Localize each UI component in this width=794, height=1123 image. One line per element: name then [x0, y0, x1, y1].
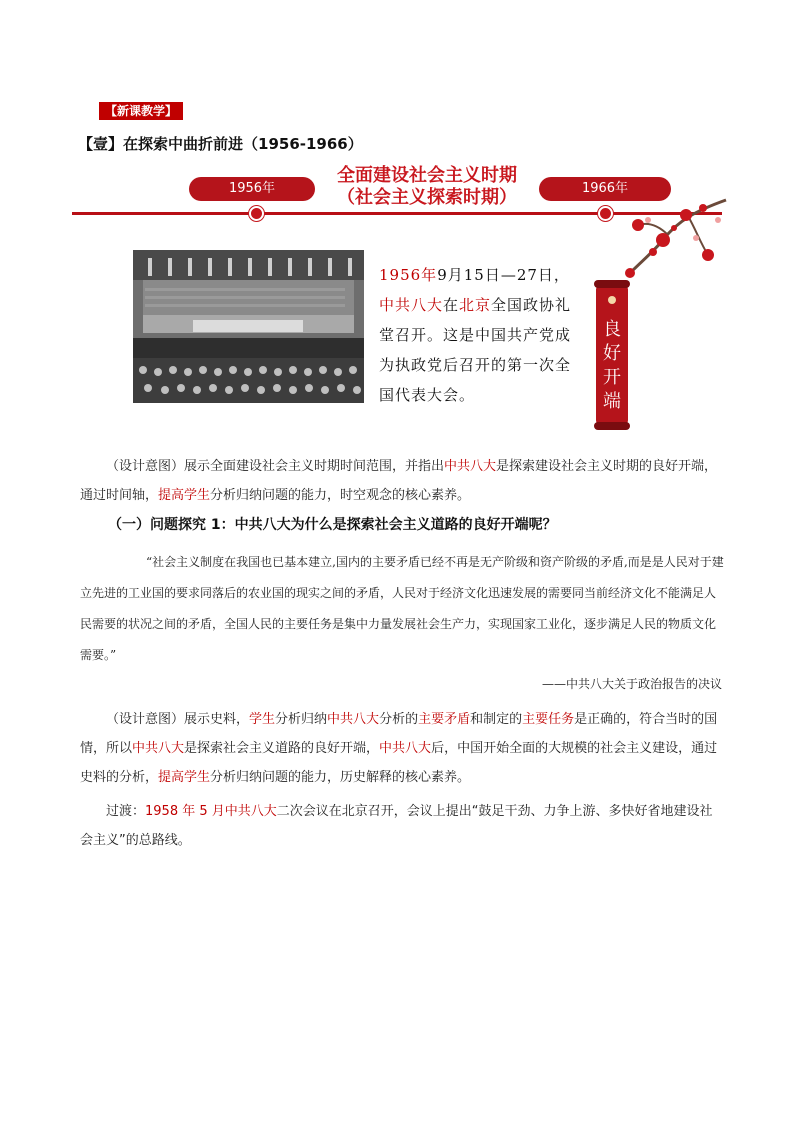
intent2-p7: 后，中国开始全面的大规模的社会主义建设，通过史料的分析，: [80, 741, 718, 785]
event-place: 北京: [459, 296, 492, 314]
intent2-p8: 分析归纳问题的能力，历史解释的核心素养。: [210, 770, 471, 785]
intent1-hl1: 中共八大: [444, 459, 497, 474]
section-title: [78, 133, 363, 154]
transition-org: 中共八大: [224, 804, 277, 819]
transition-label: 过渡：: [106, 804, 146, 819]
intent2-h5: 中共八大: [132, 741, 185, 756]
intent2-h1: 学生: [249, 712, 276, 727]
intent2-h7: 提高学生: [158, 770, 211, 785]
scroll-label: 良好开端: [603, 319, 621, 412]
timeline-start-dot: [249, 206, 264, 221]
intent2-p4: 和制定的: [470, 712, 523, 727]
intent1-hl2: 提高学生: [158, 488, 211, 503]
period-title: [322, 165, 532, 209]
transition-text: 二次会议在北京召开，会议上提出“鼓足干劲、力争上游、多快好省地建设社会主义”的总路线。: [80, 804, 713, 848]
intent2-h6: 中共八大: [379, 741, 432, 756]
section-prefix: 【壹】: [78, 135, 124, 153]
section-title-text: 在探索中曲折前进（1956-1966）: [123, 135, 363, 153]
intent2-h3: 主要矛盾: [418, 712, 471, 727]
event-org: 中共八大: [379, 296, 444, 314]
design-intent-2: [80, 705, 725, 792]
transition-paragraph: [80, 797, 725, 855]
intent2-p1: （设计意图）展示史料，: [106, 712, 250, 727]
quote-text: “社会主义制度在我国也已基本建立,国内的主要矛盾已经不再是无产阶级和资产阶级的矛盾,而是是人民对于建立先进的工业国的要求同落后的农业国的现实之间的矛盾，人民对于经济文化迅速发展的需要同当前经济文化不能满足人民需要的状况之间的矛盾，全国人民的主要任务是集中力量发展社会生产力，实现国家工业化，逐步满足人民的物质文化需要。”: [80, 555, 724, 662]
design-intent-1: [80, 452, 720, 510]
period-title-line2: （社会主义探索时期）: [337, 187, 517, 208]
intent2-h4: 主要任务: [522, 712, 575, 727]
timeline-start-pill: 1956年: [189, 177, 315, 201]
event-rest: 全国政协礼堂召开。这是中国共产党成为执政党后召开的第一次全国代表大会。: [379, 296, 572, 404]
transition-date: 1958 年 5 月: [145, 804, 225, 819]
intent2-p6: 是探索社会主义道路的良好开端，: [184, 741, 380, 756]
congress-photo: [133, 250, 364, 403]
event-date: 9月15日—27日，: [437, 266, 570, 284]
intent2-h2: 中共八大: [327, 712, 380, 727]
intent1-mid2: 分析归纳问题的能力，时空观念的核心素养。: [210, 488, 471, 503]
event-loc-prefix: 在: [443, 296, 460, 314]
section-tag: 【新课教学】: [99, 102, 183, 120]
event-description: [379, 260, 579, 410]
intent2-p2: 分析归纳: [275, 712, 328, 727]
quote-source: ——中共八大关于政治报告的决议: [541, 677, 722, 691]
historical-quote: [80, 547, 725, 671]
period-title-line1: 全面建设社会主义时期: [337, 165, 517, 186]
event-year: 1956年: [379, 266, 438, 284]
intent2-p3: 分析的: [379, 712, 419, 727]
timeline-end-pill: 1966年: [539, 177, 671, 201]
plum-blossom-decoration: [608, 180, 728, 290]
question-heading: （一）问题探究 1：中共八大为什么是探索社会主义道路的良好开端呢？: [108, 517, 557, 533]
intent1-prefix: （设计意图）展示全面建设社会主义时期时间范围，并指出: [106, 459, 445, 474]
intent1-mid1: 是探索建设社会主义时期的良好开端，通过时间轴，: [80, 459, 718, 503]
intent2-p5: 是正确的，符合当时的国情，所以: [80, 712, 718, 756]
